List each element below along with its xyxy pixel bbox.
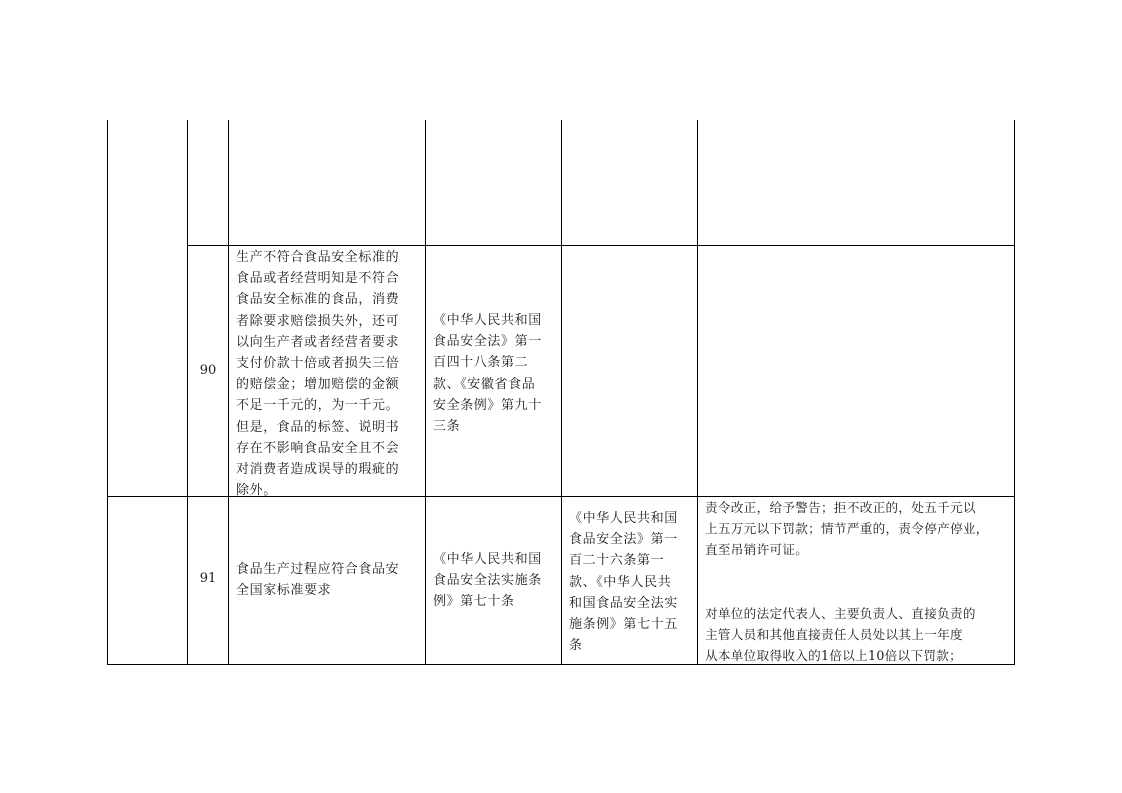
legal-basis-text: 《中华人民共和国 食品安全法实施条 例》第七十条 bbox=[433, 552, 542, 610]
requirement-text: 生产不符合食品安全标准的 食品或者经营明知是不符合 食品安全标准的食品，消费 者除要求赔偿损失外，还可 以向生产者或者经营者要求 支付价款十倍或者损失三倍 的赔偿金；增加赔偿的金额 不足一千元的，为一千元。 但是，食品的标签、说明书 存在不影响食品安全且不会 对消费者造成误导的瑕疵的 除外。 bbox=[236, 250, 400, 499]
row-number: 91 bbox=[199, 571, 217, 586]
penalty-basis-text: 《中华人民共和国 食品安全法》第一 百二十六条第一 款、《中华人民共 和国食品安全法实 施条例》第七十五 条 bbox=[569, 511, 678, 654]
table-border-col4 bbox=[561, 120, 562, 665]
table-border-col3 bbox=[425, 120, 426, 665]
table-border-right bbox=[1014, 120, 1015, 665]
row-divider-top bbox=[187, 245, 1015, 246]
legal-basis-text: 《中华人民共和国 食品安全法》第一 百四十八条第二 款、《安徽省食品 安全条例》第九十 三条 bbox=[433, 313, 542, 435]
table-border-col2 bbox=[228, 120, 229, 665]
table-border-left bbox=[107, 120, 108, 665]
requirement-text: 食品生产过程应符合食品安 全国家标准要求 bbox=[236, 562, 400, 599]
row-number: 90 bbox=[199, 363, 217, 378]
penalty-text: 责令改正，给予警告；拒不改正的，处五千元以 上五万元以下罚款；情节严重的，责令停产停业， 直至吊销许可证。 对单位的法定代表人、主要负责人、直接负责的 主管人员和其他直接责任人员处以其上一年度 从本单位取得收入的1倍以上10倍以下罚款； bbox=[705, 500, 989, 664]
table-border-col5 bbox=[697, 120, 698, 665]
